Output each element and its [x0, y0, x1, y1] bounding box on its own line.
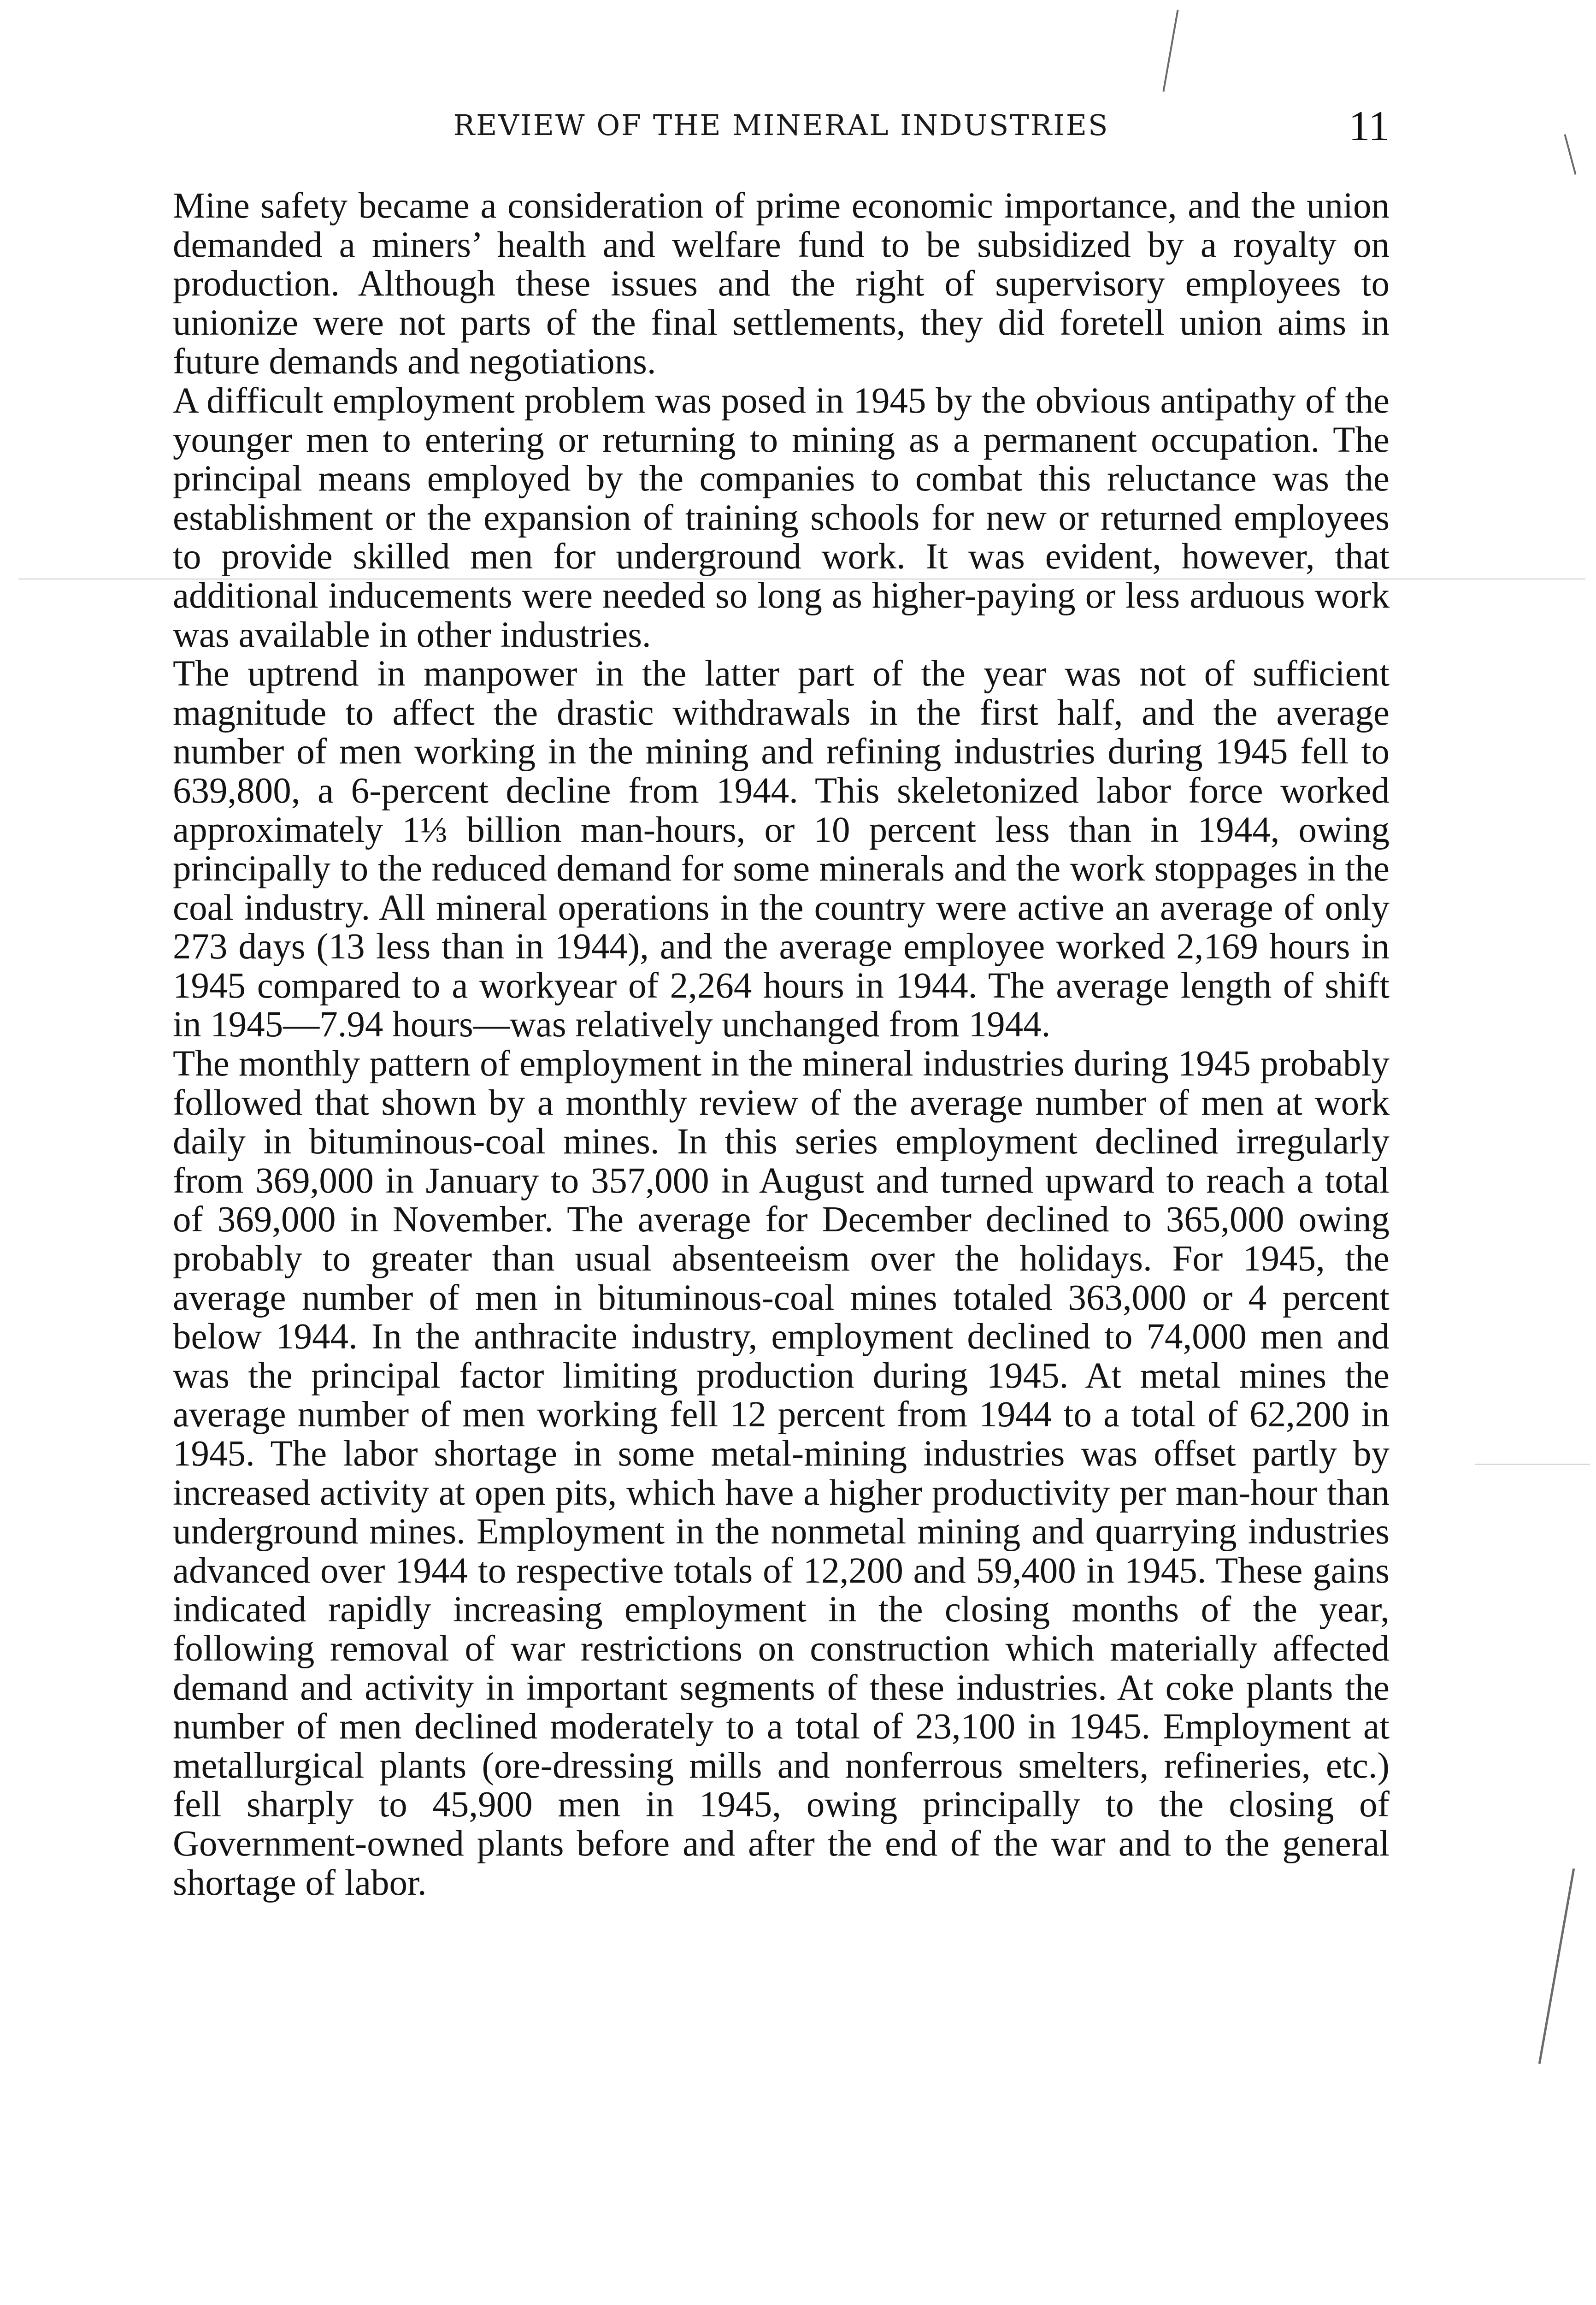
- pencil-mark-right: [1538, 1868, 1575, 2064]
- scan-fold-line-right: [1475, 1464, 1590, 1465]
- body-text: [173, 187, 1390, 1903]
- paragraph: The uptrend in manpower in the latter part of the year was not of sufficient magnitude to affect the drastic withdrawals in the first half, and the average number of men working in the mining and refining industries during 1945 fell to 639,800, a 6-percent decline from 1944. This skeletonized labor force worked approximately 1⅓ billion man-hours, or 10 percent less than in 1944, owing principally to the reduced demand for some minerals and the work stoppages in the coal industry. All mineral operations in the country were active an average of only 273 days (13 less than in 1944), and the average employee worked 2,169 hours in 1945 compared to a workyear of 2,264 hours in 1944. The average length of shift in 1945—7.94 hours—was relatively unchanged from 1944.: [173, 654, 1390, 1045]
- pencil-mark-top: [1162, 10, 1178, 92]
- paragraph: A difficult employment problem was posed in 1945 by the obvious antipathy of the younger men to entering or returning to mining as a permanent occupation. The principal means employed by the companies to combat this reluctance was the establishment or the expansion of training schools for new or returned employees to provide skilled men for underground work. It was evident, however, that additional inducements were needed so long as higher-paying or less arduous work was available in other industries.: [173, 380, 1390, 655]
- page-header: [173, 95, 1390, 149]
- pencil-mark-right-top: [1564, 134, 1576, 175]
- paragraph: Mine safety became a consideration of prime economic importance, and the union demanded a miners’ health and welfare fund to be subsidized by a royalty on production. Although these issues and the right of supervisory employees to unionize were not parts of the final settlements, they did foretell union aims in future demands and negotiations.: [173, 186, 1390, 382]
- page-number: 11: [1349, 102, 1390, 149]
- paragraph: The monthly pattern of employment in the mineral industries during 1945 probably followed that shown by a monthly review of the average number of men at work daily in bituminous-coal mines. In this series employment declined irregularly from 369,000 in January to 357,000 in August and turned upward to reach a total of 369,000 in November. The average for December declined to 365,000 owing probably to greater than usual absenteeism over the holidays. For 1945, the average number of men in bituminous-coal mines totaled 363,000 or 4 percent below 1944. In the anthracite industry, employment declined to 74,000 men and was the principal factor limiting production during 1945. At metal mines the average number of men working fell 12 percent from 1944 to a total of 62,200 in 1945. The labor shortage in some metal-mining industries was offset partly by increased activity at open pits, which have a higher productivity per man-hour than underground mines. Employment in the nonmetal mining and quarrying industries advanced over 1944 to respective totals of 12,200 and 59,400 in 1945. These gains indicated rapidly increasing employment in the closing months of the year, following removal of war restrictions on construction which materially affected demand and activity in important segments of these industries. At coke plants the number of men declined moderately to a total of 23,100 in 1945. Employment at metallurgical plants (ore-dressing mills and nonferrous smelters, refineries, etc.) fell sharply to 45,900 men in 1945, owing principally to the closing of Government-owned plants before and after the end of the war and to the general shortage of labor.: [173, 1044, 1390, 1903]
- running-head: REVIEW OF THE MINERAL INDUSTRIES: [453, 108, 1109, 142]
